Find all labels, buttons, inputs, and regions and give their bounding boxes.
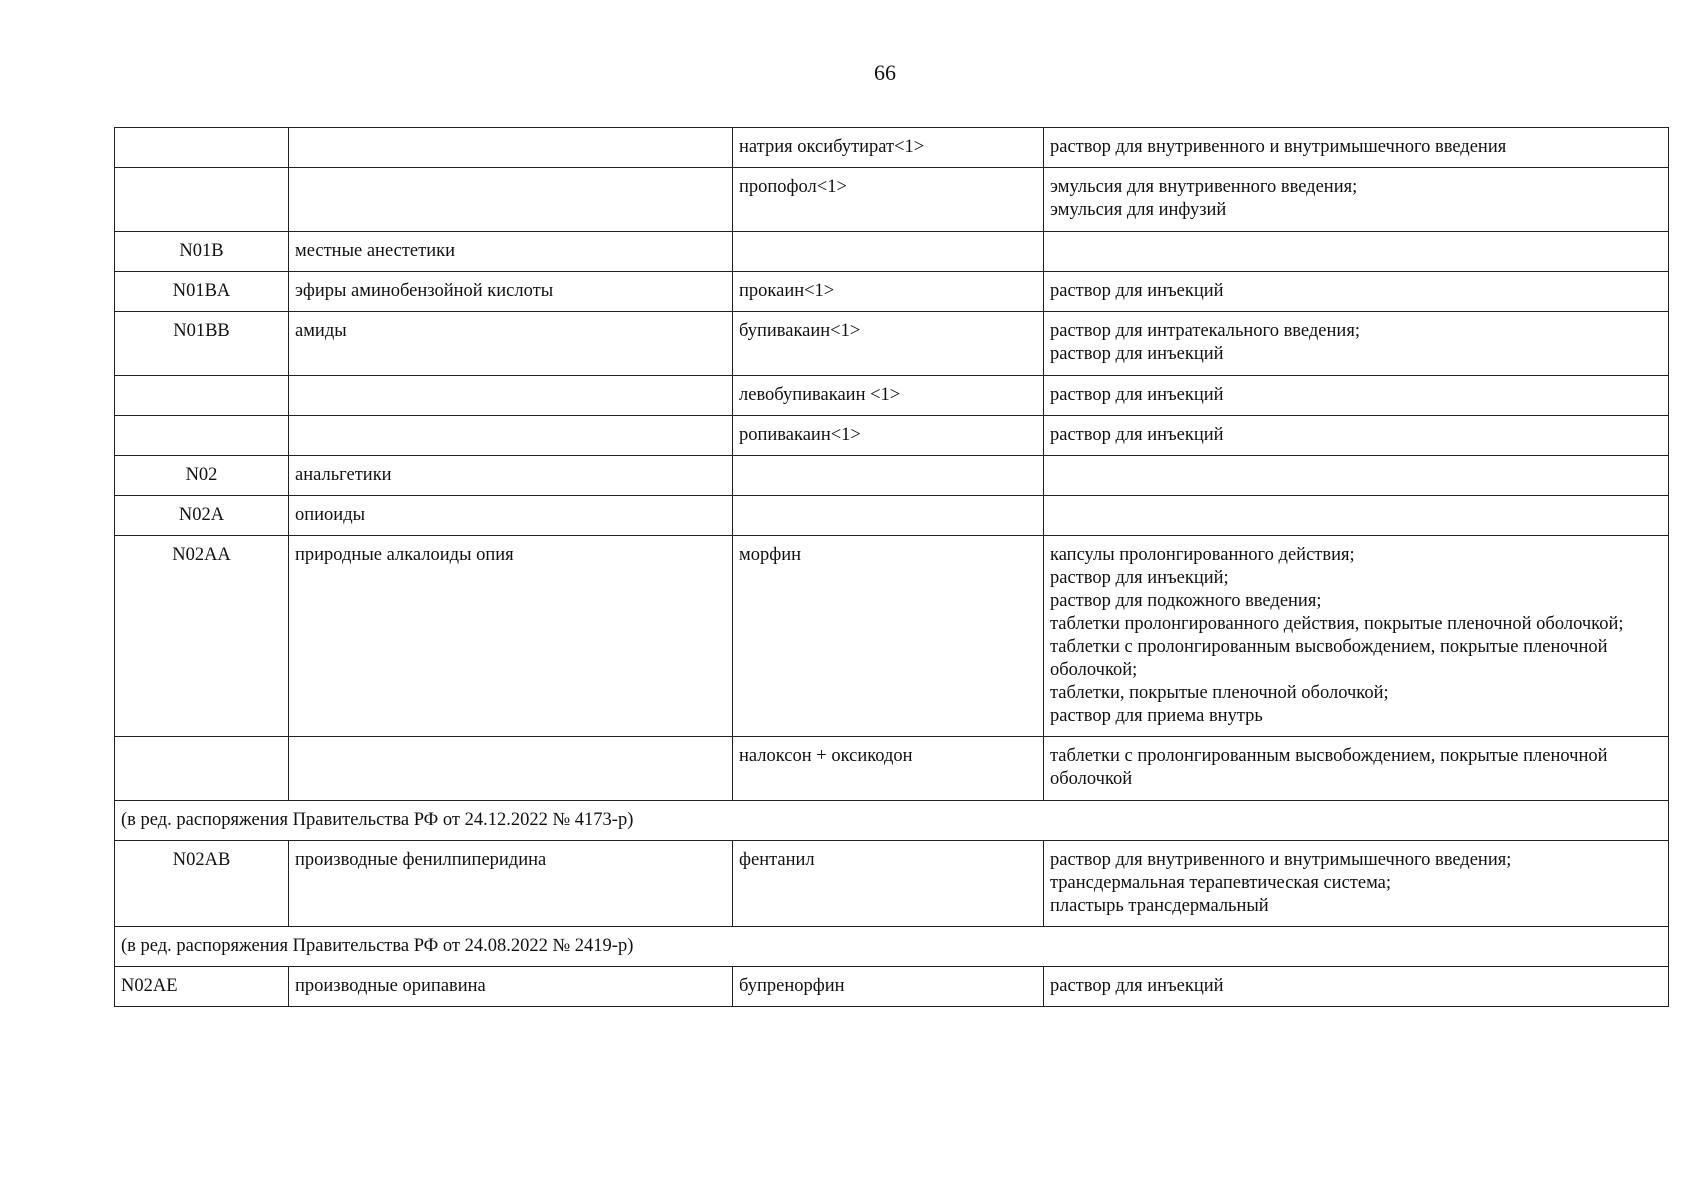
drug-name-cell (733, 496, 1044, 536)
table-row (115, 927, 1669, 967)
amendment-note: (в ред. распоряжения Правительства РФ от 24.08.2022 № 2419-р) (115, 927, 1669, 967)
dosage-forms-cell (1044, 168, 1669, 232)
dosage-forms-cell (1044, 416, 1669, 456)
dosage-forms-cell (1044, 272, 1669, 312)
dosage-form-line: трансдермальная терапевтическая система; (1050, 873, 1392, 893)
dosage-forms-cell (1044, 536, 1669, 737)
atc-code-cell: N01BA (115, 272, 289, 312)
group-name-cell (289, 737, 733, 801)
dosage-form-line: раствор для приема внутрь (1050, 706, 1263, 726)
table-row (115, 272, 1669, 312)
table-row (115, 232, 1669, 272)
dosage-forms-cell (1044, 967, 1669, 1007)
atc-code-cell: N02AB (115, 841, 289, 927)
dosage-forms-cell (1044, 376, 1669, 416)
dosage-form-line: раствор для внутривенного и внутримышечного введения (1050, 137, 1507, 157)
table-row (115, 967, 1669, 1007)
drug-name-cell: левобупивакаин <1> (733, 376, 1044, 416)
group-name-cell: производные фенилпиперидина (289, 841, 733, 927)
drug-name-cell: бупивакаин<1> (733, 312, 1044, 376)
dosage-form-line: раствор для подкожного введения; (1050, 591, 1322, 611)
atc-code-cell (115, 128, 289, 168)
group-name-cell (289, 376, 733, 416)
atc-code-cell (115, 168, 289, 232)
dosage-form-line: эмульсия для инфузий (1050, 200, 1227, 220)
table-row (115, 496, 1669, 536)
drug-name-cell: натрия оксибутират<1> (733, 128, 1044, 168)
dosage-form-line: капсулы пролонгированного действия; (1050, 545, 1355, 565)
atc-code-cell: N02AA (115, 536, 289, 737)
table-row (115, 416, 1669, 456)
group-name-cell: природные алкалоиды опия (289, 536, 733, 737)
atc-code-cell: N02 (115, 456, 289, 496)
group-name-cell (289, 128, 733, 168)
table-row (115, 841, 1669, 927)
amendment-note: (в ред. распоряжения Правительства РФ от 24.12.2022 № 4173-р) (115, 801, 1669, 841)
drug-name-cell: морфин (733, 536, 1044, 737)
dosage-form-line: пластырь трансдермальный (1050, 896, 1269, 916)
dosage-form-line: раствор для внутривенного и внутримышечного введения; (1050, 850, 1512, 870)
table-row (115, 801, 1669, 841)
dosage-form-line: раствор для инъекций (1050, 425, 1224, 445)
atc-code-cell (115, 376, 289, 416)
dosage-forms-cell (1044, 456, 1669, 496)
dosage-form-line: таблетки, покрытые пленочной оболочкой; (1050, 683, 1389, 703)
drug-name-cell (733, 232, 1044, 272)
atc-code-cell (115, 737, 289, 801)
group-name-cell: производные орипавина (289, 967, 733, 1007)
dosage-form-line: раствор для инъекций; (1050, 568, 1229, 588)
group-name-cell: опиоиды (289, 496, 733, 536)
atc-code-cell (115, 416, 289, 456)
dosage-form-line: раствор для инъекций (1050, 281, 1224, 301)
group-name-cell: анальгетики (289, 456, 733, 496)
drug-name-cell (733, 456, 1044, 496)
drug-name-cell: фентанил (733, 841, 1044, 927)
dosage-forms-cell (1044, 128, 1669, 168)
atc-code-cell: N01BB (115, 312, 289, 376)
dosage-form-line: эмульсия для внутривенного введения; (1050, 177, 1358, 197)
dosage-form-line: раствор для инъекций (1050, 344, 1224, 364)
atc-code-cell: N02A (115, 496, 289, 536)
table-row (115, 456, 1669, 496)
dosage-forms-cell (1044, 841, 1669, 927)
drug-name-cell: налоксон + оксикодон (733, 737, 1044, 801)
table-row (115, 128, 1669, 168)
dosage-forms-cell (1044, 312, 1669, 376)
drug-table (114, 127, 1669, 1007)
table-row (115, 168, 1669, 232)
group-name-cell (289, 416, 733, 456)
dosage-form-line: таблетки пролонгированного действия, покрытые пленочной оболочкой; (1050, 614, 1624, 634)
group-name-cell: амиды (289, 312, 733, 376)
dosage-form-line: раствор для интратекального введения; (1050, 321, 1360, 341)
group-name-cell: местные анестетики (289, 232, 733, 272)
drug-name-cell: прокаин<1> (733, 272, 1044, 312)
dosage-forms-cell (1044, 496, 1669, 536)
drug-name-cell: бупренорфин (733, 967, 1044, 1007)
group-name-cell (289, 168, 733, 232)
table-row (115, 312, 1669, 376)
drug-name-cell: пропофол<1> (733, 168, 1044, 232)
table-row (115, 376, 1669, 416)
dosage-form-line: раствор для инъекций (1050, 385, 1224, 405)
group-name-cell: эфиры аминобензойной кислоты (289, 272, 733, 312)
atc-code-cell: N02AE (115, 967, 289, 1007)
drug-name-cell: ропивакаин<1> (733, 416, 1044, 456)
atc-code-cell: N01B (115, 232, 289, 272)
dosage-forms-cell (1044, 737, 1669, 801)
dosage-form-line: раствор для инъекций (1050, 976, 1224, 996)
page-number: 66 (874, 60, 896, 85)
dosage-forms-cell (1044, 232, 1669, 272)
dosage-form-line: таблетки с пролонгированным высвобождением, покрытые пленочной оболочкой (1050, 746, 1608, 789)
dosage-form-line: таблетки с пролонгированным высвобождением, покрытые пленочной оболочкой; (1050, 637, 1608, 680)
table-row (115, 737, 1669, 801)
table-row (115, 536, 1669, 737)
